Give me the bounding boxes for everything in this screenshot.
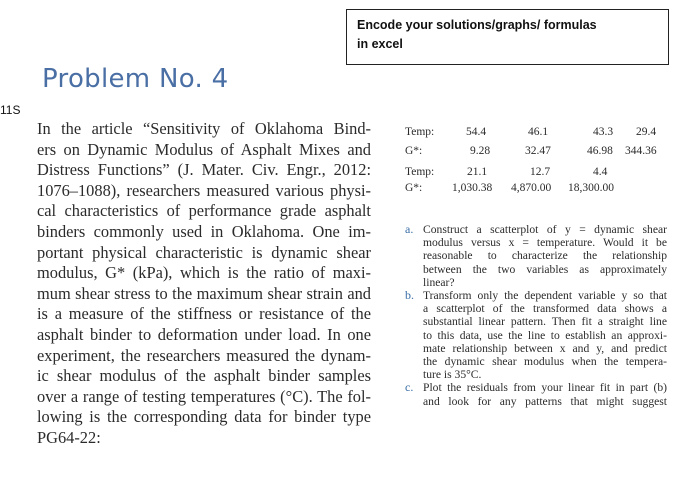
- question-line: ture is 35°C.: [423, 368, 482, 382]
- statement-line: binders commonly used in Oklahoma. One im-: [37, 221, 371, 241]
- statement-line: 1076–1088), researchers measured various physi-: [37, 180, 371, 200]
- problem-number: 11S: [0, 103, 21, 117]
- excel-instruction-note: [346, 9, 669, 65]
- question-line: reasonable to characterize the relationship: [423, 249, 667, 263]
- question-letter: a.: [405, 222, 414, 236]
- statement-line: asphalt binder to deformation under load. In one: [37, 324, 371, 344]
- g-value: 1,030.38: [452, 182, 493, 194]
- statement-line: ers on Dynamic Modulus of Asphalt Mixes and: [37, 139, 371, 159]
- question-line: the dynamic shear modulus when the tempera-: [423, 355, 667, 369]
- question-b: [405, 289, 667, 381]
- question-line: mate relationship between x and y, and predict: [423, 341, 667, 355]
- question-letter: b.: [405, 288, 414, 303]
- g-value: 18,300.00: [568, 182, 614, 194]
- temp-value: 4.4: [593, 166, 608, 178]
- statement-line: In the article “Sensitivity of Oklahoma Bind-: [37, 119, 371, 138]
- question-a: [405, 223, 667, 289]
- question-line: Construct a scatterplot of y = dynamic shear: [423, 223, 667, 236]
- statement-line: Distress Functions” (J. Mater. Civ. Engr., 2012:: [37, 160, 371, 180]
- g-value: 46.98: [587, 145, 613, 157]
- temp-value: 54.4: [466, 126, 487, 138]
- temp-value: 12.7: [530, 166, 551, 178]
- statement-line: lowing is the corresponding data for binder type: [37, 407, 371, 427]
- statement-line: experiment, the researchers measured the dynam-: [37, 345, 371, 365]
- question-c: [405, 381, 667, 407]
- note-line: Encode your solutions/graphs/ formulas: [357, 18, 597, 32]
- g-value: 4,870.00: [511, 182, 552, 194]
- temp-value: 29.4: [636, 126, 657, 138]
- question-line: a scatterplot of the transformed data shows a: [423, 302, 667, 316]
- temp-label: Temp:: [405, 166, 435, 178]
- g-value: 9.28: [470, 145, 491, 157]
- question-line: Transform only the dependent variable y so that: [423, 289, 667, 303]
- statement-line: ic shear modulus of the asphalt binder samples: [37, 366, 371, 386]
- temp-label: Temp:: [405, 126, 435, 138]
- question-line: to this data, use the line to establish an approxi-: [423, 328, 667, 342]
- question-line: Plot the residuals from your linear fit in part (b): [423, 381, 667, 395]
- note-line: in excel: [357, 37, 403, 51]
- temp-value: 43.3: [593, 126, 614, 138]
- question-line: linear?: [423, 275, 455, 289]
- question-line: substantial linear pattern. Then fit a straight line: [423, 315, 667, 329]
- statement-line: portant physical characteristic is dynamic shear: [37, 242, 371, 262]
- problem-statement: [37, 119, 371, 449]
- temp-value: 21.1: [467, 166, 488, 178]
- statement-line: PG64-22:: [37, 427, 101, 447]
- question-letter: c.: [405, 380, 414, 395]
- question-line: modulus versus x = temperature. Would it be: [423, 236, 667, 250]
- question-list: [405, 223, 667, 408]
- problem-title: Problem No. 4: [42, 64, 229, 94]
- statement-line: modulus, G* (kPa), which is the ratio of maxi-: [37, 263, 371, 283]
- g-value: 32.47: [525, 145, 551, 157]
- statement-line: over a range of testing temperatures (°C). The fol-: [37, 386, 371, 406]
- statement-line: is a measure of the stiffness or resistance of the: [37, 304, 371, 324]
- g-label: G*:: [405, 182, 423, 194]
- g-label: G*:: [405, 145, 423, 157]
- statement-line: mum shear stress to the maximum shear strain and: [37, 283, 371, 303]
- statement-line: cal characteristics of performance grade asphalt: [37, 201, 371, 221]
- question-line: between the two variables as approximately: [423, 262, 667, 276]
- question-line: and look for any patterns that might suggest: [423, 394, 667, 408]
- g-value: 344.36: [625, 145, 657, 157]
- temp-value: 46.1: [528, 126, 549, 138]
